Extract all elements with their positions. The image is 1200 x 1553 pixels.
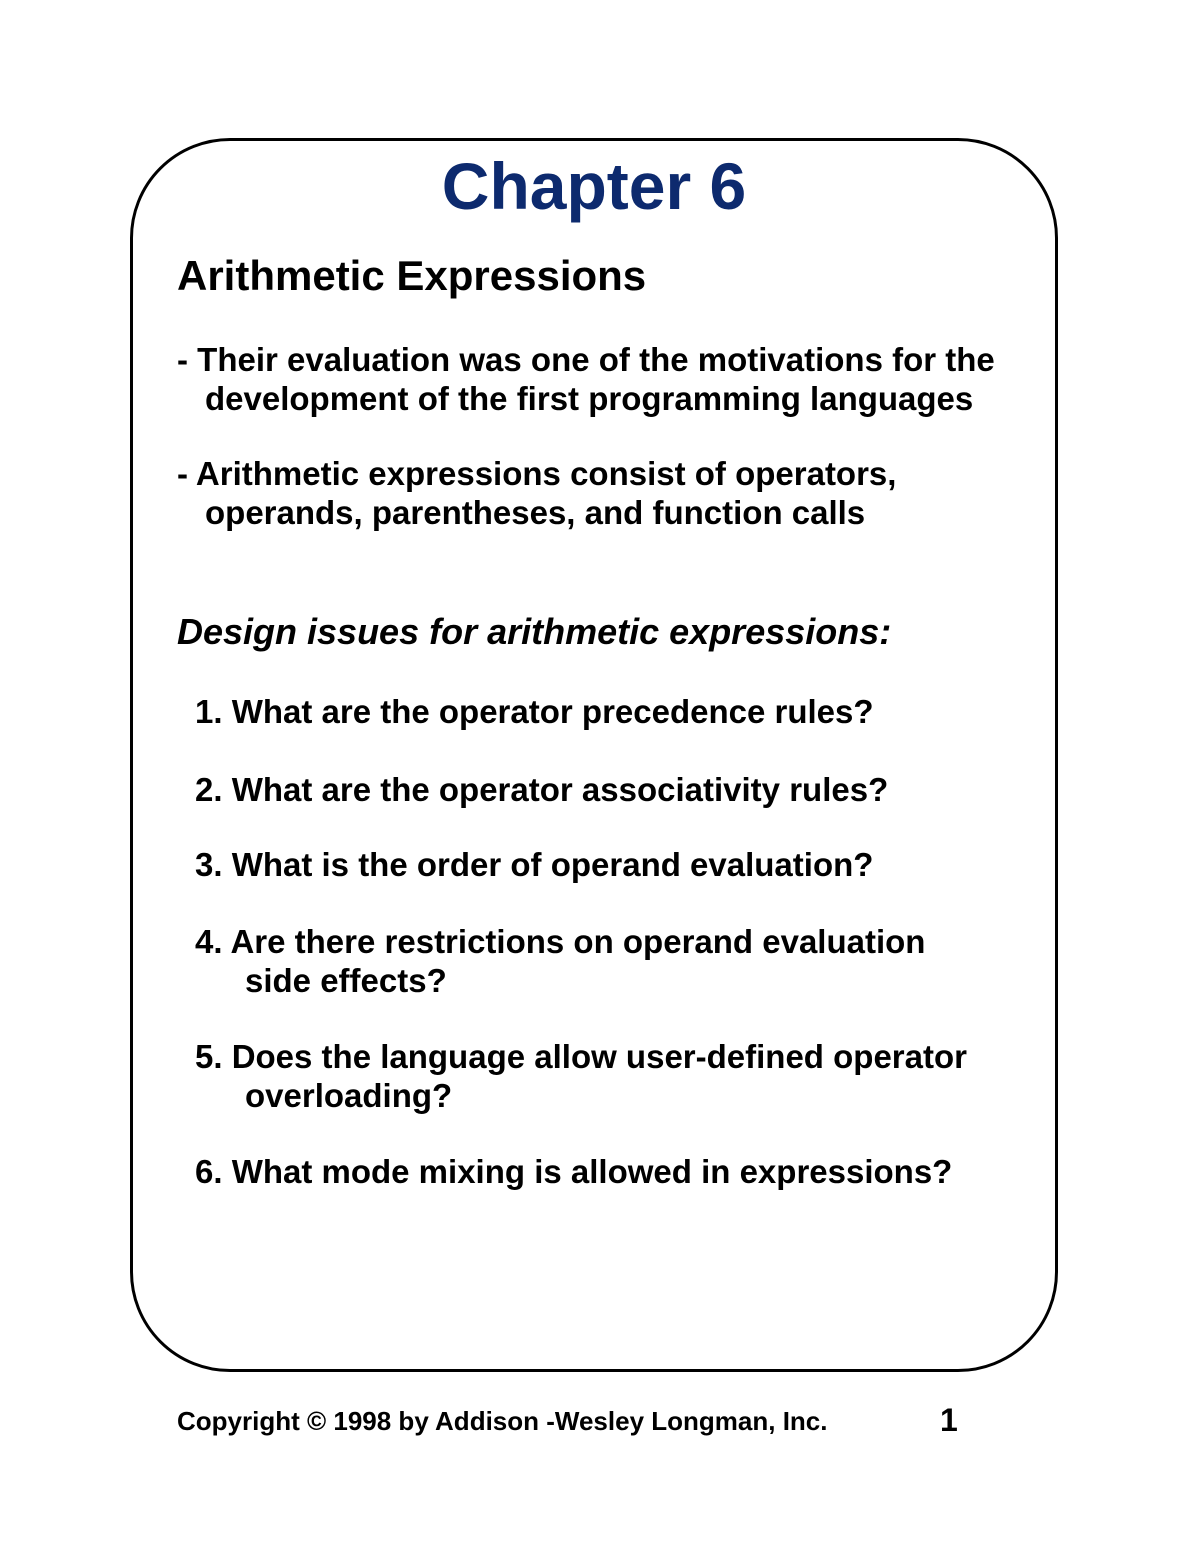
issue-item	[195, 770, 888, 809]
issue-line: 4. Are there restrictions on operand evaluation	[195, 923, 926, 960]
issue-line-continued: side effects?	[245, 962, 447, 999]
bullet-item	[177, 454, 896, 532]
bullet-line: - Arithmetic expressions consist of operators,	[177, 455, 897, 492]
issue-line: 1. What are the operator precedence rules?	[195, 693, 874, 730]
issue-item	[195, 1152, 952, 1191]
slide-title: Chapter 6	[441, 149, 747, 223]
issue-line: 6. What mode mixing is allowed in expressions?	[195, 1153, 953, 1190]
issue-item	[195, 1037, 967, 1115]
issue-item	[195, 845, 873, 884]
issue-item	[195, 922, 925, 1000]
issue-line-continued: overloading?	[245, 1077, 453, 1114]
bullet-item	[177, 340, 995, 418]
bullet-line-continued: development of the first programming languages	[205, 380, 974, 417]
copyright-footer: Copyright © 1998 by Addison -Wesley Longman, Inc.	[177, 1406, 828, 1436]
bullet-line-continued: operands, parentheses, and function calls	[205, 494, 866, 531]
issue-line: 3. What is the order of operand evaluation?	[195, 846, 874, 883]
section-heading: Arithmetic Expressions	[177, 252, 647, 299]
issue-item	[195, 692, 874, 731]
issue-line: 2. What are the operator associativity rules?	[195, 771, 889, 808]
page-number: 1	[940, 1402, 958, 1438]
bullet-line: - Their evaluation was one of the motivations for the	[177, 341, 995, 378]
design-issues-heading: Design issues for arithmetic expressions:	[177, 611, 892, 652]
issue-line: 5. Does the language allow user-defined operator	[195, 1038, 967, 1075]
